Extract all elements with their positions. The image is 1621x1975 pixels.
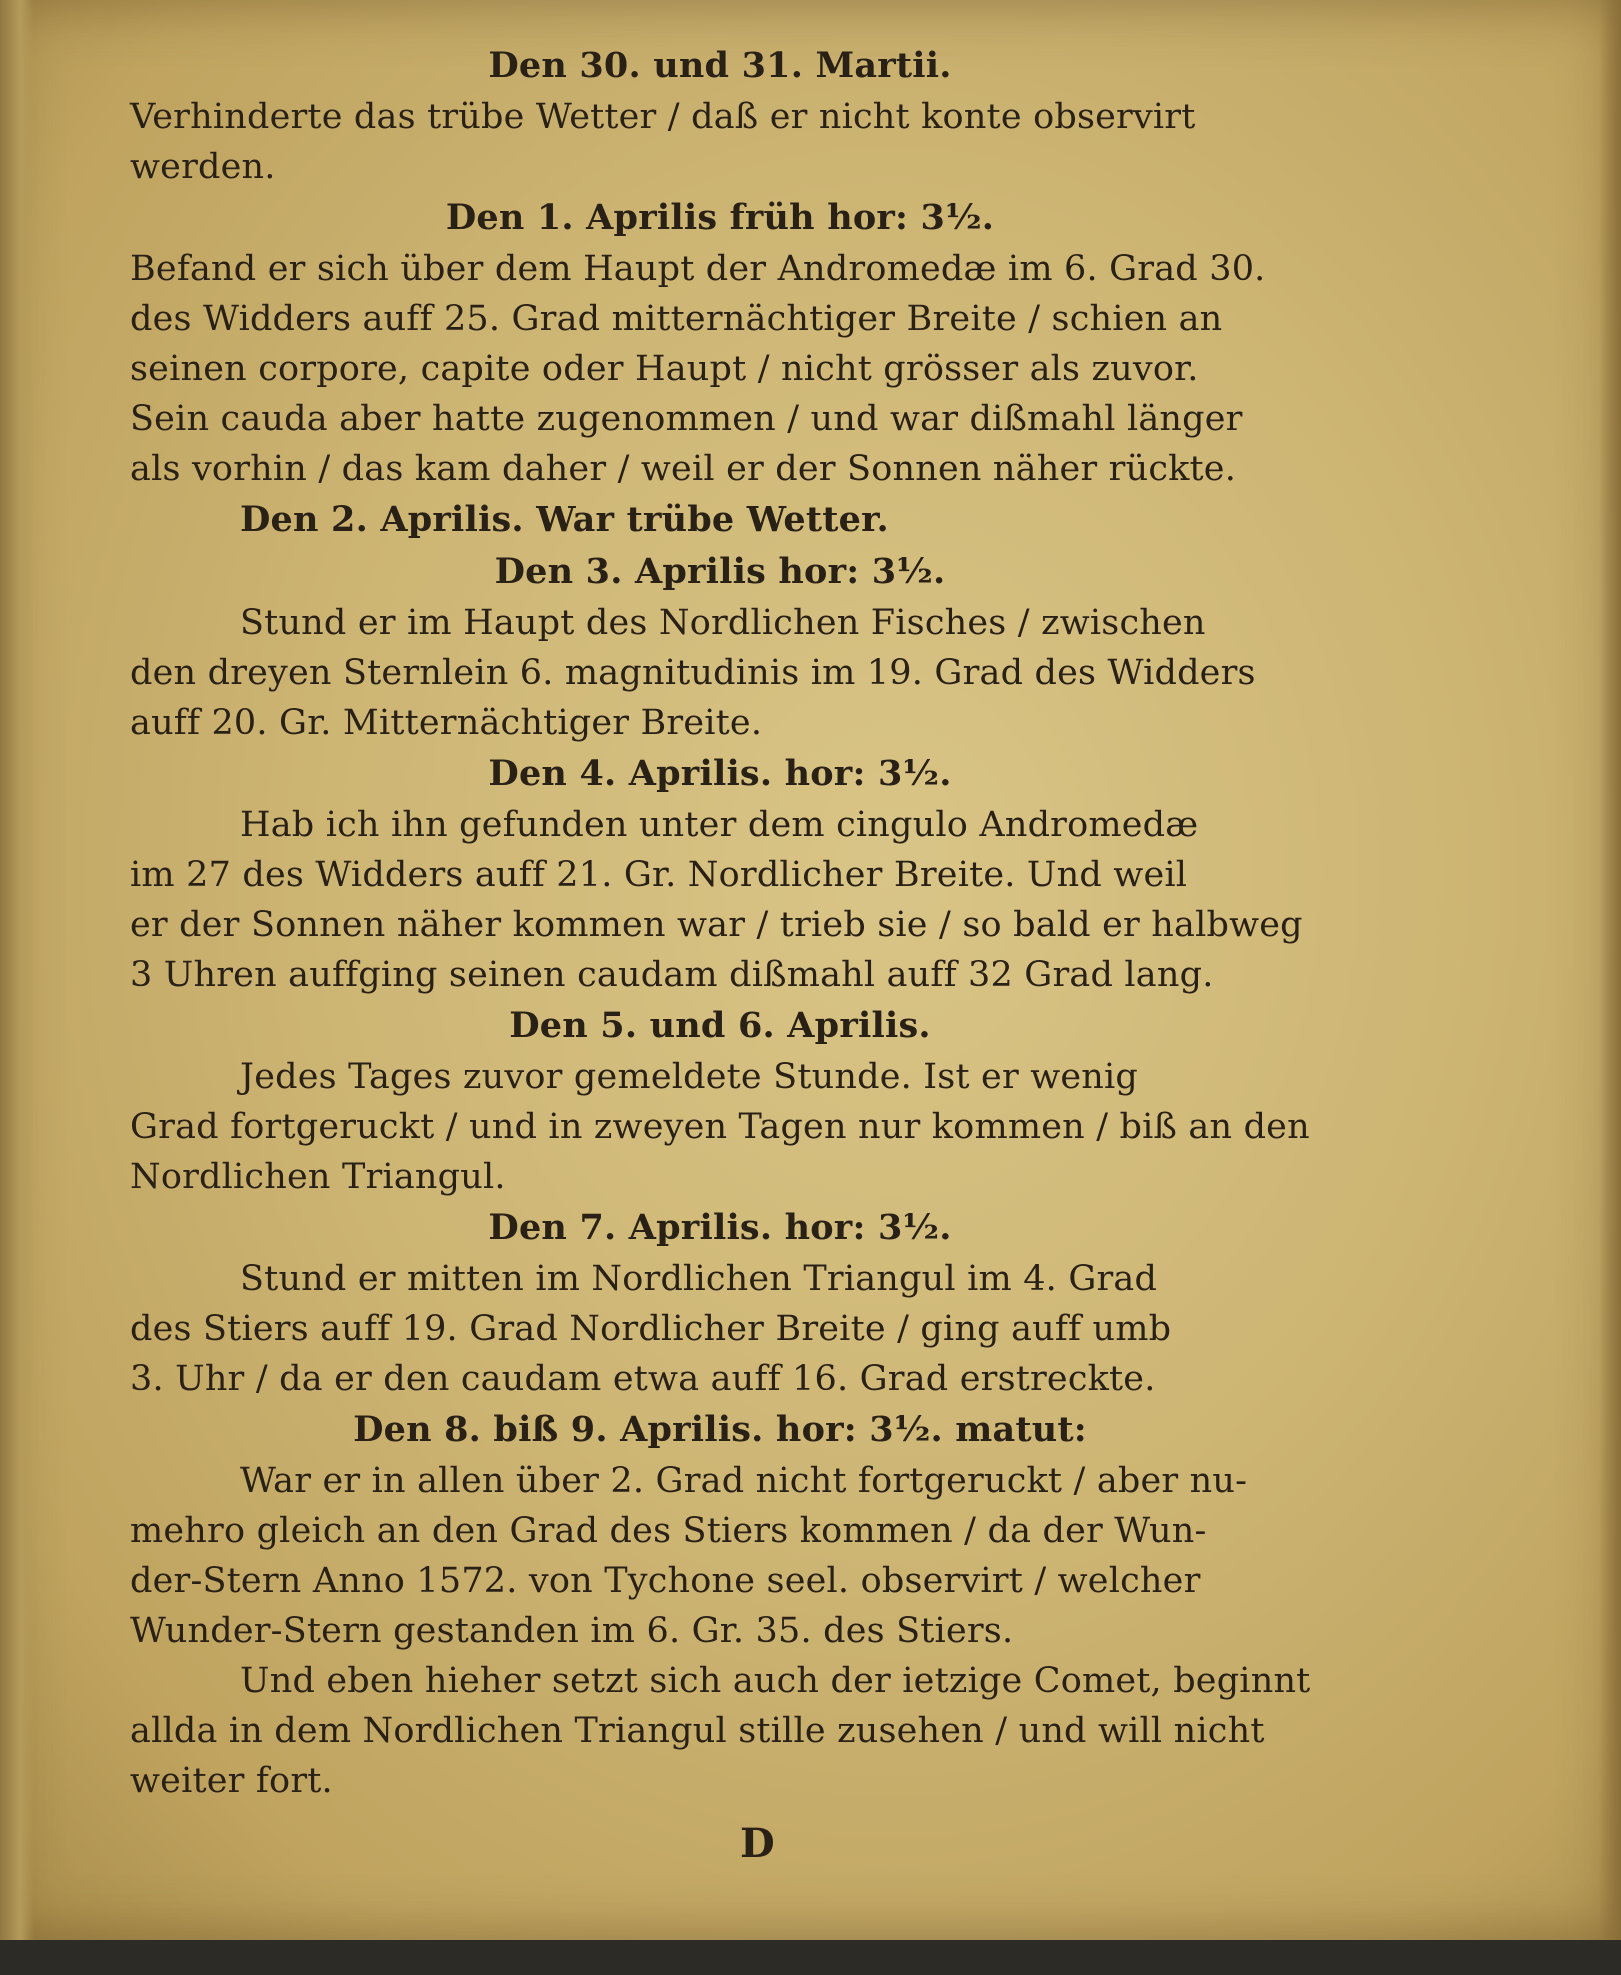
text-line: War er in allen über 2. Grad nicht fortgeruckt / aber nu- bbox=[240, 1461, 1248, 1501]
scan-bottom-edge bbox=[0, 1940, 1621, 1975]
text-line: Nordlichen Triangul. bbox=[130, 1157, 506, 1197]
text-line: mehro gleich an den Grad des Stiers kommen / da der Wun- bbox=[130, 1511, 1207, 1551]
text-line: auff 20. Gr. Mitternächtiger Breite. bbox=[130, 703, 763, 743]
text-line: allda in dem Nordlichen Triangul stille zusehen / und will nicht bbox=[130, 1711, 1265, 1751]
entry-heading: Den 4. Aprilis. hor: 3½. bbox=[488, 753, 952, 794]
entry-heading: Den 5. und 6. Aprilis. bbox=[509, 1005, 931, 1046]
entry-paragraph bbox=[130, 800, 1310, 1000]
signature-mark: D bbox=[740, 1820, 775, 1867]
entry-heading: Den 30. und 31. Martii. bbox=[488, 45, 952, 86]
text-line: seinen corpore, capite oder Haupt / nicht grösser als zuvor. bbox=[130, 349, 1199, 389]
entry-heading: Den 3. Aprilis hor: 3½. bbox=[494, 551, 946, 592]
text-line: Stund er mitten im Nordlichen Triangul im 4. Grad bbox=[240, 1259, 1158, 1299]
text-line: Jedes Tages zuvor gemeldete Stunde. Ist er wenig bbox=[240, 1057, 1139, 1097]
text-line: des Widders auff 25. Grad mitternächtiger Breite / schien an bbox=[130, 299, 1223, 339]
text-line: im 27 des Widders auff 21. Gr. Nordlicher Breite. Und weil bbox=[130, 855, 1188, 895]
text-line: Befand er sich über dem Haupt der Andromedæ im 6. Grad 30. bbox=[130, 249, 1266, 289]
text-line: Stund er im Haupt des Nordlichen Fisches / zwischen bbox=[240, 603, 1206, 643]
text-line: er der Sonnen näher kommen war / trieb sie / so bald er halbweg bbox=[130, 905, 1303, 945]
entry-paragraph bbox=[130, 598, 1310, 748]
text-line: der-Stern Anno 1572. von Tychone seel. observirt / welcher bbox=[130, 1561, 1201, 1601]
entry-heading: Den 7. Aprilis. hor: 3½. bbox=[488, 1207, 952, 1248]
text-line: Verhinderte das trübe Wetter / daß er nicht konte observirt bbox=[130, 97, 1196, 137]
entry-paragraph bbox=[130, 1456, 1310, 1806]
text-line: 3 Uhren auffging seinen caudam dißmahl auff 32 Grad lang. bbox=[130, 955, 1214, 995]
entry-paragraph bbox=[130, 244, 1310, 494]
entry-paragraph bbox=[130, 1254, 1310, 1404]
text-line: als vorhin / das kam daher / weil er der Sonnen näher rückte. bbox=[130, 449, 1237, 489]
entry-paragraph bbox=[130, 1052, 1310, 1202]
text-line: den dreyen Sternlein 6. magnitudinis im 19. Grad des Widders bbox=[130, 653, 1256, 693]
entry-heading: Den 1. Aprilis früh hor: 3½. bbox=[445, 197, 995, 238]
entry-heading: Den 2. Aprilis. War trübe Wetter. bbox=[240, 499, 889, 540]
text-line: Wunder-Stern gestanden im 6. Gr. 35. des Stiers. bbox=[130, 1611, 1014, 1651]
text-line: des Stiers auff 19. Grad Nordlicher Breite / ging auff umb bbox=[130, 1309, 1172, 1349]
text-block bbox=[130, 40, 1310, 1806]
entry-paragraph bbox=[130, 92, 1310, 192]
text-line: weiter fort. bbox=[130, 1761, 333, 1801]
entry-heading: Den 8. biß 9. Aprilis. hor: 3½. matut: bbox=[353, 1409, 1087, 1450]
text-line: werden. bbox=[130, 147, 276, 187]
text-line: Grad fortgeruckt / und in zweyen Tagen nur kommen / biß an den bbox=[130, 1107, 1310, 1147]
text-line: 3. Uhr / da er den caudam etwa auff 16. Grad erstreckte. bbox=[130, 1359, 1156, 1399]
text-line: Hab ich ihn gefunden unter dem cingulo Andromedæ bbox=[240, 805, 1199, 845]
text-line: Sein cauda aber hatte zugenommen / und war dißmahl länger bbox=[130, 399, 1243, 439]
text-line: Und eben hieher setzt sich auch der ietzige Comet, beginnt bbox=[240, 1661, 1311, 1701]
